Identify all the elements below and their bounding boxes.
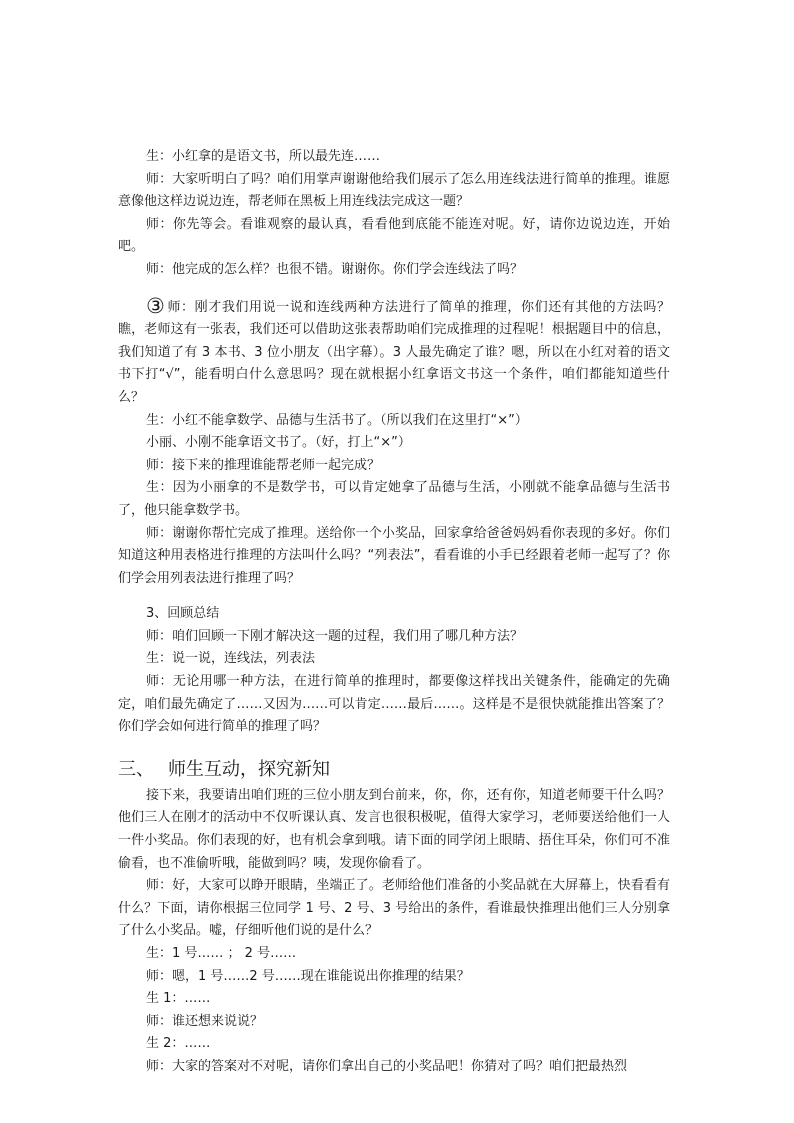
document-page <box>118 146 670 1079</box>
paragraph: 生：因为小丽拿的不是数学书，可以肯定她拿了品德与生活，小刚就不能拿品德与生活书了，他只能拿数学书。 <box>118 480 670 518</box>
section-number: 三、 <box>118 758 154 780</box>
section-heading <box>118 755 670 785</box>
subsection-heading: 3、回顾总结 <box>146 606 220 622</box>
paragraph: 生 1：…… <box>146 991 211 1007</box>
section-title: 师生互动，探究新知 <box>168 758 330 780</box>
paragraph: 师：无论用哪一种方法，在进行简单的推理时，都要像这样找出关键条件，能确定的先确定，咱们最先确定了……又因为……可以肯定……最后……。这样是不是很快就能推出答案了？你们学会如何进行简单的推理了吗？ <box>118 674 670 735</box>
paragraph: 生：小红拿的是语文书，所以最先连…… <box>146 149 381 164</box>
paragraph: 师：好，大家可以睁开眼睛，坐端正了。老师给他们准备的小奖品就在大屏幕上，快看看有什么？下面，请你根据三位同学 1 号、2 号、3 号给出的条件，看谁最快推理出他们三人分别拿了什么小奖品。嘘，仔细听他们说的是什么？ <box>118 878 670 939</box>
spacer <box>118 590 670 603</box>
paragraph: 生：说一说，连线法，列表法 <box>146 651 316 667</box>
paragraph: 生：1 号…… ； 2 号…… <box>146 946 297 961</box>
paragraph: 师：嗯，1 号……2 号……现在谁能说出你推理的结果？ <box>146 968 470 984</box>
spacer <box>118 282 670 297</box>
paragraph: 生：小红不能拿数学、品德与生活书了。（所以我们在这里打“×”） <box>146 412 528 428</box>
paragraph: 接下来，我要请出咱们班的三位小朋友到台前来，你，你，还有你，知道老师要干什么吗？他们三人在刚才的活动中不仅听课认真、发言也很积极呢，值得大家学习，老师要送给他们一人一件小奖品。你们表现的好，也有机会拿到哦。请下面的同学闭上眼睛、捂住耳朵，你们可不准偷看，也不准偷听哦，能做到吗？咦，发现你偷看了。 <box>118 787 670 871</box>
circled-number-3: ③ <box>146 293 166 318</box>
paragraph: 生 2：…… <box>146 1036 211 1052</box>
paragraph: 师：你先等会。看谁观察的最认真，看看他到底能不能连对呢。好，请你边说边连，开始吧。 <box>118 216 670 255</box>
paragraph: 师：大家的答案对不对呢，请你们拿出自己的小奖品吧！你猜对了吗？咱们把最热烈 <box>146 1058 628 1074</box>
paragraph: 师：他完成的怎么样？也很不错。谢谢你。你们学会连线法了吗？ <box>146 261 524 277</box>
paragraph: 师：咱们回顾一下刚才解决这一题的过程，我们用了哪几种方法？ <box>146 628 524 644</box>
spacer <box>118 739 670 755</box>
paragraph: 小丽、小刚不能拿语文书了。（好，打上“×”） <box>146 435 411 451</box>
paragraph-step-3 <box>118 293 670 410</box>
paragraph: 师：接下来的推理谁能帮老师一起完成？ <box>146 457 381 473</box>
paragraph: 师：谢谢你帮忙完成了推理。送给你一个小奖品，回家拿给爸爸妈妈看你表现的多好。你们知道这种用表格进行推理的方法叫什么吗？“列表法”，看看谁的小手已经跟着老师一起写了？你们学会用列表法进行推理了吗？ <box>118 525 670 586</box>
paragraph: 师：大家听明白了吗？咱们用掌声谢谢他给我们展示了怎么用连线法进行简单的推理。谁愿意像他这样边说边连，帮老师在黑板上用连线法完成这一题？ <box>118 171 670 210</box>
paragraph-text: 师：刚才我们用说一说和连线两种方法进行了简单的推理，你们还有其他的方法吗？瞧，老师这有一张表，我们还可以借助这张表帮助咱们完成推理的过程呢！根据题目中的信息，我们知道了有 3 本书、3 位小朋友（出字幕）。3 人最先确定了谁？嗯，所以在小红对着的语文书下打“√”，能看明白什么意思吗？现在就根据小红拿语文书这一个条件，咱们都能知道些什么？ <box>118 299 670 405</box>
paragraph: 师：谁还想来说说？ <box>146 1013 264 1029</box>
